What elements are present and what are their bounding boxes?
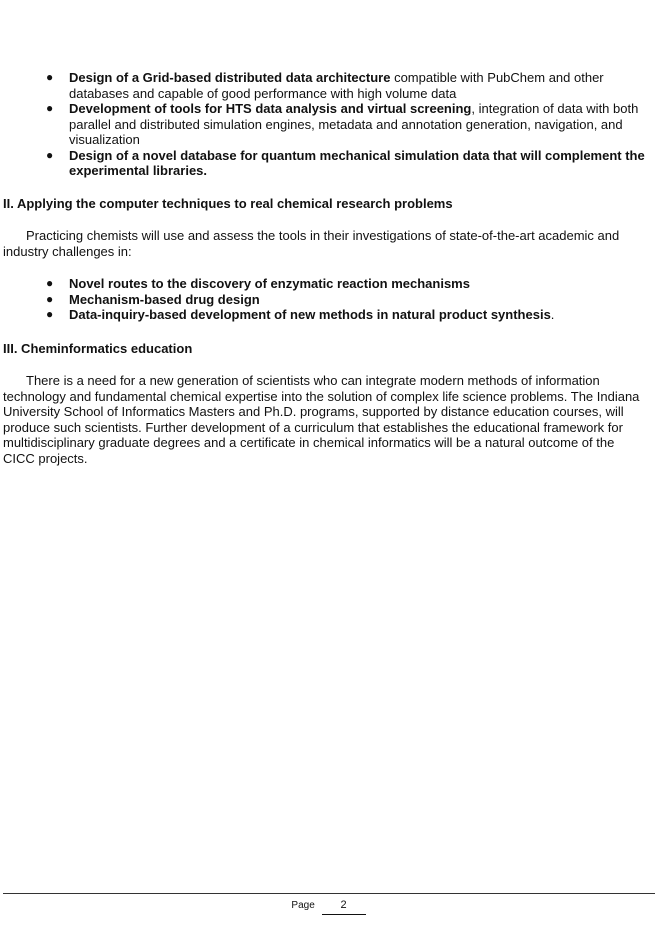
page-footer (0, 898, 657, 915)
list-item-bold: Design of a novel database for quantum mechanical simulation data that will complement the experimental libraries. (69, 147, 645, 178)
list-item (40, 307, 652, 323)
page-label: Page (291, 900, 315, 911)
section-heading-education: III. Cheminformatics education (3, 341, 193, 356)
bullet-icon: ● (46, 101, 54, 115)
list-item-text: compatible with PubChem and other databases and capable of good performance with high volume data (69, 70, 604, 101)
list-item-text: . (550, 307, 555, 322)
bullet-icon: ● (46, 276, 54, 290)
footer-divider (3, 893, 655, 894)
section-paragraph-applying: Practicing chemists will use and assess the tools in their investigations of state-of-the-art academic and industry challenges in: (3, 228, 620, 259)
list-item (40, 276, 652, 292)
bullet-icon: ● (46, 307, 54, 321)
section-paragraph-education: There is a need for a new generation of scientists who can integrate modern methods of information technology and fundamental chemical expertise into the solution of complex life science problems. The Indiana University School of Informatics Masters and Ph.D. programs, supported by distance education courses, will produce such scientists. Further development of a curriculum that establishes the educational framework for multidisciplinary graduate degrees and a certificate in chemical informatics will be a natural outcome of the CICC projects. (3, 373, 640, 466)
list-item-bold: Development of tools for HTS data analysis and virtual screening (69, 101, 472, 116)
page-number: 2 (322, 898, 366, 915)
list-item (40, 101, 652, 148)
list-item-bold: Novel routes to the discovery of enzymatic reaction mechanisms (69, 276, 470, 291)
goals-list (40, 70, 652, 179)
list-item (40, 70, 652, 101)
bullet-icon: ● (46, 147, 54, 162)
list-item-text: , integration of data with both parallel and distributed simulation engines, metadata and annotation generation, navigation, and visualization (69, 101, 639, 147)
list-item-bold: Design of a Grid-based distributed data architecture (69, 70, 391, 85)
list-item (40, 292, 652, 308)
list-item-bold: Data-inquiry-based development of new methods in natural product synthesis (69, 307, 551, 322)
challenges-list (40, 276, 652, 323)
bullet-icon: ● (46, 70, 54, 84)
list-item (40, 148, 652, 179)
section-heading-applying: II. Applying the computer techniques to real chemical research problems (3, 196, 453, 211)
list-item-bold: Mechanism-based drug design (69, 291, 260, 307)
bullet-icon: ● (46, 291, 54, 306)
